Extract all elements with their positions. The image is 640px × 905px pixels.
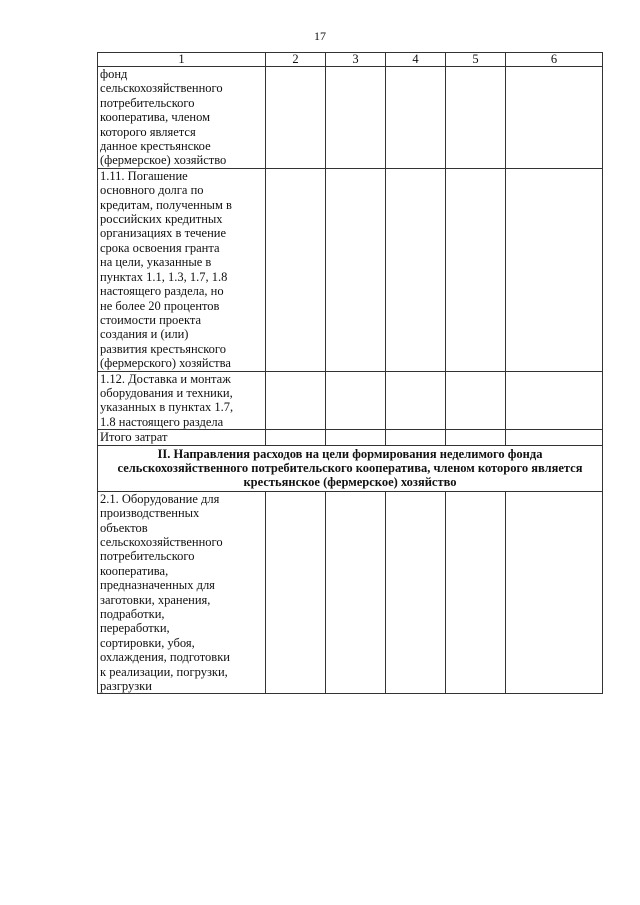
table-cell [266,430,326,445]
section-heading-row [98,445,603,491]
table-cell [326,67,386,169]
table-cell [506,67,603,169]
table-cell [506,491,603,694]
table-cell [446,491,506,694]
table-cell [326,491,386,694]
table-cell [386,430,446,445]
table-cell [506,168,603,371]
table-cell [506,371,603,430]
column-header: 4 [386,53,446,67]
column-header: 2 [266,53,326,67]
table-row [98,371,603,430]
table-cell [386,371,446,430]
total-row [98,430,603,445]
section-heading: II. Направления расходов на цели формирования неделимого фонда сельскохозяйственного потребительского кооператива, членом которого является крестьянское (фермерское) хозяйство [98,445,603,491]
table-cell [266,67,326,169]
row-description: 1.12. Доставка и монтаж оборудования и техники, указанных в пунктах 1.7, 1.8 настоящего раздела [98,371,266,430]
row-description: Итого затрат [98,430,266,445]
table-cell [386,67,446,169]
table-cell [506,430,603,445]
row-description: 2.1. Оборудование для производственных объектов сельскохозяйственного потребительского кооператива, предназначенных для заготовки, хранения, подработки, переработки, сортировки, убоя, охлаждения, подготовки к реализации, погрузки, разгрузки [98,491,266,694]
page-number: 17 [314,29,326,43]
column-header: 5 [446,53,506,67]
column-number-row [98,53,603,67]
row-description: фонд сельскохозяйственного потребительского кооператива, членом которого является данное крестьянское (фермерское) хозяйство [98,67,266,169]
table-cell [326,371,386,430]
table-row [98,168,603,371]
table-cell [446,430,506,445]
column-header: 6 [506,53,603,67]
table-cell [446,168,506,371]
table-cell [386,491,446,694]
table-cell [266,491,326,694]
table-cell [446,371,506,430]
table-row [98,67,603,169]
column-header: 3 [326,53,386,67]
column-header: 1 [98,53,266,67]
expense-table [97,52,603,694]
table-cell [266,371,326,430]
table-cell [446,67,506,169]
table-cell [386,168,446,371]
table-cell [326,168,386,371]
table-row [98,491,603,694]
table-cell [266,168,326,371]
row-description: 1.11. Погашение основного долга по кредитам, полученным в российских кредитных организациях в течение срока освоения гранта на цели, указанные в пунктах 1.1, 1.3, 1.7, 1.8 настоящего раздела, но не более 20 процентов стоимости проекта создания и (или) развития крестьянского (фермерского) хозяйства [98,168,266,371]
table-cell [326,430,386,445]
